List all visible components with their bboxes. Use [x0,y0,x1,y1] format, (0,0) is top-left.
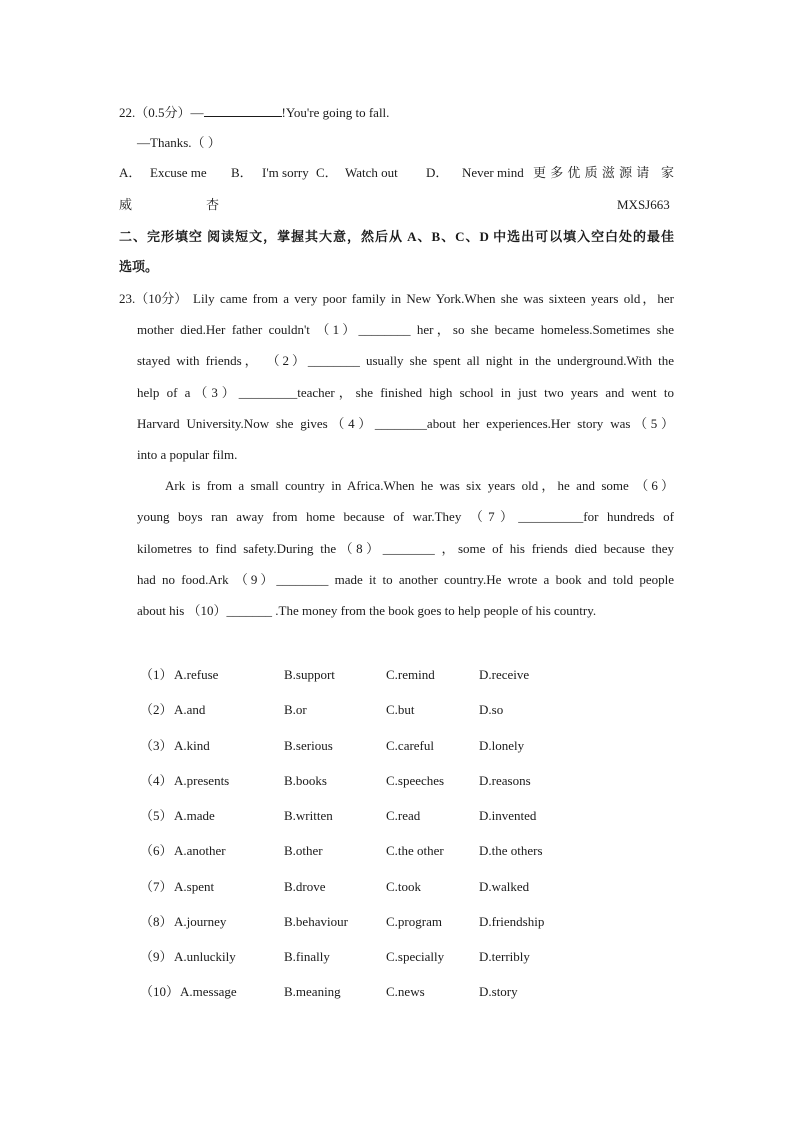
choice-option-a[interactable]: A.made [174,808,215,823]
q23-para1-line1: Lily came from a very poor family in New York.When she was sixteen years old，her [193,291,674,306]
section2-heading-cont: 选项。 [119,259,159,274]
choice-option-b[interactable]: B.support [284,667,335,682]
q22-option-a-text: Excuse me [150,165,207,180]
choice-number: （8） [140,914,173,929]
q22-score: （0.5分） [135,105,191,120]
choice-option-c[interactable]: C.but [386,702,415,717]
q22-tail: 更多优质滋源请 家 [533,165,674,180]
q22-option-d[interactable]: D． [426,165,449,180]
q23-para2-line5: about his （10）_______ .The money from the book goes to help people of his country. [137,603,597,618]
choice-row [0,666,794,684]
choice-option-c[interactable]: C.speeches [386,773,445,788]
choice-option-b[interactable]: B.or [284,702,307,717]
choice-option-d[interactable]: D.friendship [479,914,545,929]
q23-header [119,290,187,308]
choice-row [0,772,794,790]
choice-option-d[interactable]: D.invented [479,808,537,823]
choice-option-b[interactable]: B.meaning [284,984,341,999]
q22-option-b-text: I'm sorry [262,165,309,180]
q23-para1-line2: mother died.Her father couldn't （1）________ her，so she became homeless.Sometimes she [137,322,674,337]
choice-option-c[interactable]: C.took [386,879,422,894]
choice-option-d[interactable]: D.walked [479,879,530,894]
choice-number: （2） [140,702,173,717]
choice-option-b[interactable]: B.drove [284,879,326,894]
choice-number: （7） [140,879,173,894]
choice-option-c[interactable]: C.program [386,914,442,929]
choice-number: （10） [140,984,180,999]
choice-option-d[interactable]: D.reasons [479,773,531,788]
q22-prompt-text: !You're going to fall. [281,105,390,120]
section2-heading: 二、完形填空 阅读短文，掌握其大意，然后从 A、B、C、D 中选出可以填入空白处的最佳 [119,229,674,244]
choice-option-a[interactable]: A.spent [174,879,215,894]
choice-option-c[interactable]: C.specially [386,949,445,964]
choice-row [0,948,794,966]
choice-number: （4） [140,773,173,788]
q23-score: （10分） [135,291,188,306]
q23-number: 23. [119,291,136,306]
choice-option-b[interactable]: B.finally [284,949,330,964]
q23-para2-line1: Ark is from a small country in Africa.When he was six years old，he and some （6） [165,478,674,493]
q23-para2-line4: had no food.Ark （9）________ made it to another country.He wrote a book and told people [137,572,674,587]
choice-option-b[interactable]: B.written [284,808,333,823]
choice-option-a[interactable]: A.unluckily [174,949,236,964]
choice-option-d[interactable]: D.receive [479,667,530,682]
q22-reply: —Thanks.（ ） [137,135,221,150]
choice-option-a[interactable]: A.message [180,984,237,999]
choice-number: （1） [140,667,173,682]
choice-row [0,913,794,931]
q23-para1-line5: Harvard University.Now she gives（4）________about her experiences.Her story was（5） [137,416,674,431]
choice-option-b[interactable]: B.serious [284,738,333,753]
choice-row [0,807,794,825]
q22-option-c[interactable]: C． [316,165,338,180]
q22-prompt [119,103,389,122]
choice-number: （9） [140,949,173,964]
q22-option-a[interactable]: A． [119,165,142,180]
choice-option-a[interactable]: A.presents [174,773,230,788]
choice-option-c[interactable]: C.remind [386,667,435,682]
choice-option-b[interactable]: B.other [284,843,323,858]
choice-option-c[interactable]: C.news [386,984,425,999]
q23-para2-line3: kilometres to find safety.During the（8）________ ，some of his friends died because they [137,541,674,556]
q22-dash: — [190,105,204,120]
q22-option-d-text: Never mind [462,165,524,180]
choice-option-d[interactable]: D.lonely [479,738,525,753]
q22-tail2-c: MXSJ663 [617,197,670,212]
choice-option-a[interactable]: A.another [174,843,226,858]
q22-tail2-b: 杏 [206,197,220,212]
choice-option-a[interactable]: A.refuse [174,667,219,682]
q23-para1-line6: into a popular film. [137,447,238,462]
choice-option-b[interactable]: B.behaviour [284,914,348,929]
choice-option-d[interactable]: D.so [479,702,504,717]
choice-option-b[interactable]: B.books [284,773,327,788]
q23-para1-line4: help of a（3）_________teacher，she finished high school in just two years and went to [137,385,674,400]
choice-option-c[interactable]: C.read [386,808,421,823]
choice-row [0,737,794,755]
choice-option-c[interactable]: C.careful [386,738,435,753]
choice-option-a[interactable]: A.journey [174,914,227,929]
q22-option-c-text: Watch out [345,165,398,180]
choice-option-d[interactable]: D.terribly [479,949,530,964]
choice-row [0,878,794,896]
choice-option-c[interactable]: C.the other [386,843,444,858]
q22-blank[interactable] [204,103,282,117]
choice-row [0,983,794,1001]
choice-option-a[interactable]: A.and [174,702,206,717]
choice-number: （3） [140,738,173,753]
choice-number: （6） [140,843,173,858]
choice-option-d[interactable]: D.the others [479,843,543,858]
choice-row [0,701,794,719]
q22-number: 22. [119,105,136,120]
choice-option-d[interactable]: D.story [479,984,518,999]
choice-option-a[interactable]: A.kind [174,738,210,753]
choice-number: （5） [140,808,173,823]
q22-tail2-a: 威 [119,197,133,212]
q23-para1-line3: stayed with friends， （2）________ usually she spent all night in the underground.With the [137,353,674,368]
q22-option-b[interactable]: B． [231,165,253,180]
q23-para2-line2: young boys ran away from home because of war.They （7）__________for hundreds of [137,509,674,524]
choice-row [0,842,794,860]
